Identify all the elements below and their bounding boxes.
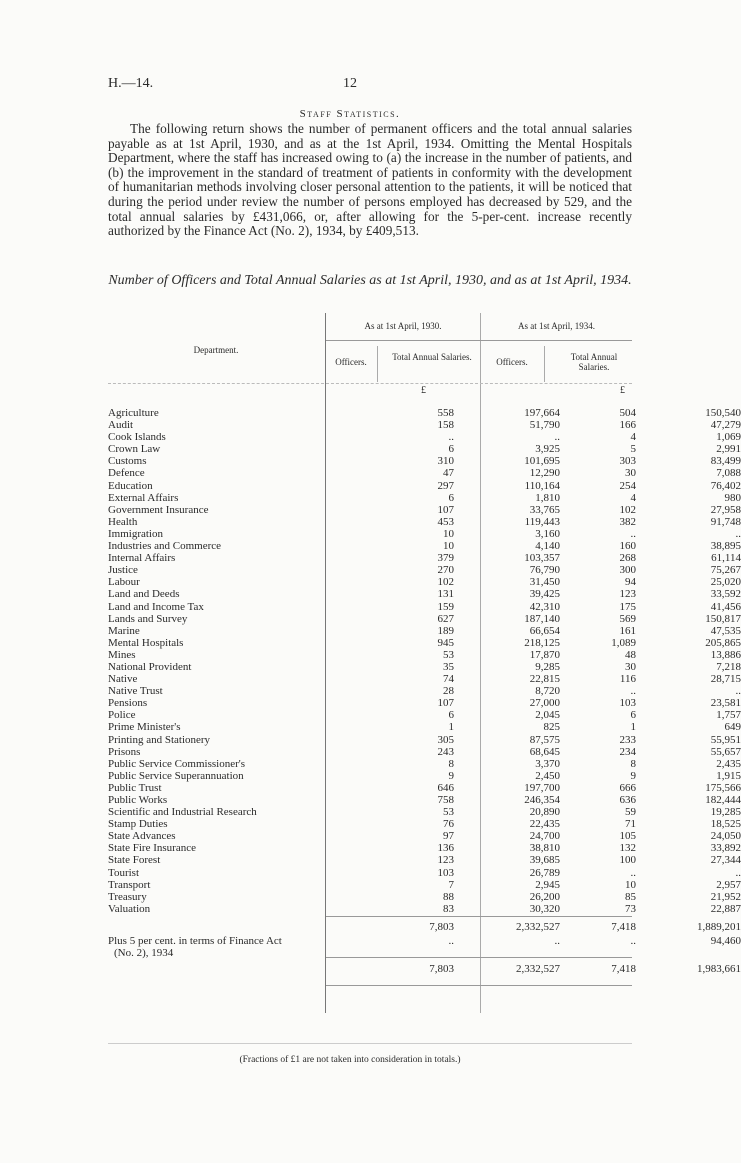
table-row [108, 503, 741, 516]
salaries-1930: 218,125 [524, 636, 560, 649]
group-header-1934: As at 1st April, 1934. [517, 321, 595, 331]
officers-1934: 4 [630, 431, 636, 444]
table-row [108, 527, 741, 540]
table-row [108, 564, 741, 577]
table-row [108, 419, 741, 432]
salaries-header-1934: Total Annual Salaries. [570, 352, 618, 372]
salaries-1934: 23,581 [710, 697, 741, 710]
officers-1934: 382 [619, 515, 636, 528]
officers-1930: 123 [437, 854, 454, 867]
table-row [108, 878, 741, 891]
table-row [108, 902, 741, 915]
total-salaries-1930: 2,332,527 [516, 963, 560, 975]
officers-1930: 10 [443, 527, 454, 540]
department-name: Public Trust [108, 781, 162, 794]
salaries-1934: 47,279 [710, 419, 741, 432]
currency-symbol-1930: £ [421, 385, 426, 396]
officers-1934: 102 [619, 503, 636, 516]
table-row [108, 757, 741, 770]
officers-1934: 6 [630, 709, 636, 722]
table-row [108, 866, 741, 879]
salaries-1934: 150,540 [705, 407, 741, 419]
department-name: External Affairs [108, 491, 179, 504]
salaries-1934: 150,817 [705, 612, 741, 625]
salaries-1930: 38,810 [529, 842, 560, 855]
salaries-1930: 110,164 [524, 479, 560, 492]
table-row [108, 890, 741, 903]
table-row [108, 709, 741, 722]
department-name: Cook Islands [108, 431, 166, 444]
table-row [108, 806, 741, 819]
page-number: 12 [343, 76, 357, 91]
officers-1930: 107 [437, 697, 454, 710]
department-name: Stamp Duties [108, 818, 168, 831]
table-row [108, 648, 741, 661]
salaries-1930: 30,320 [529, 902, 560, 915]
department-name: Land and Income Tax [108, 600, 204, 613]
salaries-1934: 33,592 [710, 588, 741, 601]
column-header-rule [326, 383, 632, 384]
officers-1934: 5 [630, 443, 636, 456]
officers-1934: 300 [619, 564, 636, 577]
table-row [108, 491, 741, 504]
salaries-1930: 8,720 [535, 685, 560, 698]
officers-1934: 166 [619, 419, 636, 432]
department-name: Tourist [108, 866, 140, 879]
officers-1934: 1 [630, 721, 636, 734]
officers-1934: 303 [619, 455, 636, 468]
salaries-1930: 3,370 [535, 757, 560, 770]
officers-1930: 102 [437, 576, 454, 589]
officers-1934: 636 [619, 794, 636, 806]
department-name: Agriculture [108, 407, 159, 419]
table-row [108, 636, 741, 649]
salaries-1930: 24,700 [529, 830, 560, 843]
salaries-1930: 9,285 [535, 660, 560, 673]
officers-1934: 8 [630, 757, 636, 770]
salaries-1930: 4,140 [535, 540, 560, 553]
officers-1934: .. [630, 685, 636, 698]
footer-rule [108, 1043, 632, 1044]
officers-1930: 47 [443, 467, 454, 480]
department-name: Public Service Superannuation [108, 769, 244, 782]
salaries-1934: 41,456 [710, 600, 741, 613]
table-row [108, 479, 741, 492]
department-name: State Forest [108, 854, 161, 867]
department-name: Industries and Commerce [108, 540, 222, 553]
officers-1930: 7 [448, 878, 454, 891]
officers-1930: 6 [448, 491, 454, 504]
table-row [108, 407, 741, 419]
subcolumn-divider-1930 [377, 346, 378, 382]
salaries-1934: .. [735, 685, 741, 698]
officers-1934: 48 [625, 648, 636, 661]
table-row [108, 540, 741, 553]
officers-1930: 35 [443, 660, 454, 673]
subcolumn-divider-1934 [544, 346, 545, 382]
salaries-1934: 55,951 [710, 733, 741, 746]
department-name: Mines [108, 648, 136, 661]
table-row [108, 660, 741, 673]
salaries-1930: 87,575 [529, 733, 560, 746]
table-row [108, 576, 741, 589]
officers-1930: 88 [443, 890, 454, 903]
salaries-1930: 187,140 [524, 612, 560, 625]
table-row [108, 431, 741, 444]
officers-1934: 268 [619, 552, 636, 565]
officers-1930: 74 [443, 673, 454, 686]
salaries-1930: 20,890 [529, 806, 560, 819]
salaries-1930: 27,000 [529, 697, 560, 710]
officers-1934: 233 [619, 733, 636, 746]
salaries-1934: 22,887 [710, 902, 741, 915]
salaries-1930: 103,357 [524, 552, 560, 565]
officers-1930: 6 [448, 443, 454, 456]
salaries-1934: 980 [724, 491, 741, 504]
officers-1930: 10 [443, 540, 454, 553]
salaries-1930: 31,450 [529, 576, 560, 589]
salaries-1934: 21,952 [710, 890, 741, 903]
salaries-1930: 33,765 [529, 503, 560, 516]
department-name: Defence [108, 467, 145, 480]
officers-1934: 175 [619, 600, 636, 613]
salaries-1934: 649 [724, 721, 741, 734]
salaries-1934: 175,566 [705, 781, 741, 794]
department-name: Native [108, 673, 138, 686]
officers-1930: .. [448, 431, 454, 444]
department-name: Public Service Commissioner's [108, 757, 246, 770]
intro-paragraph: The following return shows the number of permanent officers and the total annual salaries payable as at 1st April, 1930, and as at the 1st April, 1934. Omitting the Mental Hospitals Department, where the staff has increased owing to (a) the increase in the number of patients, and (b) the improvement in the standard of treatment of patients in conformity with the development of humanitarian methods involving closer personal attention to the patients, it will be noticed that during the period under review the number of persons employed has decreased by 529, and the total annual salaries by £431,066, or, after allowing for the 5-per-cent. increase recently authorized by the Finance Act (No. 2), 1934, by £409,513. [108, 121, 632, 239]
salaries-1934: 91,748 [710, 515, 741, 528]
salaries-1930: 26,789 [529, 866, 560, 879]
grand-total-rule-bottom [326, 985, 632, 986]
salaries-1930: 197,664 [524, 407, 560, 419]
officers-1934: 100 [619, 854, 636, 867]
department-name: Prisons [108, 745, 141, 758]
salaries-1930: 246,354 [524, 794, 560, 806]
officers-1930: 310 [437, 455, 454, 468]
salaries-1934: 1,757 [716, 709, 741, 722]
salaries-1930: 2,945 [535, 878, 560, 891]
officers-1930: 6 [448, 709, 454, 722]
subtotal-salaries-1934: 1,889,201 [697, 921, 741, 933]
currency-symbol-1934: £ [620, 385, 625, 396]
salaries-1930: 51,790 [529, 419, 560, 432]
salaries-1934: 27,958 [710, 503, 741, 516]
officers-1930: 107 [437, 503, 454, 516]
table-row [108, 685, 741, 698]
document-code: H.—14. [108, 76, 154, 91]
officers-1930: 159 [437, 600, 454, 613]
table-row [108, 830, 741, 843]
subtotal-salaries-1930: 2,332,527 [516, 921, 560, 933]
plus-officers-1934: .. [630, 935, 636, 947]
plus-salaries-1934: 94,460 [710, 935, 741, 947]
salaries-1934: 25,020 [710, 576, 741, 589]
table-row [108, 588, 741, 601]
officers-1930: 270 [437, 564, 454, 577]
department-name: Pensions [108, 697, 148, 710]
officers-1934: 73 [625, 902, 636, 915]
officers-1934: 85 [625, 890, 636, 903]
officers-1934: 4 [630, 491, 636, 504]
officers-1934: 161 [619, 624, 636, 637]
officers-1930: 9 [448, 769, 454, 782]
salaries-1930: 101,695 [524, 455, 560, 468]
plus-salaries-1930: .. [554, 935, 560, 947]
department-name: Native Trust [108, 685, 163, 698]
department-name: Prime Minister's [108, 721, 181, 734]
officers-1934: .. [630, 866, 636, 879]
salaries-1930: 39,685 [529, 854, 560, 867]
officers-1934: 132 [619, 842, 636, 855]
department-name: Land and Deeds [108, 588, 180, 601]
officers-1934: 94 [625, 576, 636, 589]
officers-1930: 28 [443, 685, 454, 698]
officers-1930: 758 [437, 794, 454, 806]
subtotal-officers-1930: 7,803 [429, 921, 454, 933]
subtotal-rule [326, 916, 632, 917]
salaries-1934: 2,957 [716, 878, 741, 891]
officers-1934: 254 [619, 479, 636, 492]
salaries-1934: 205,865 [705, 636, 741, 649]
table-row [108, 721, 741, 734]
department-name: Transport [108, 878, 151, 891]
officers-1934: 71 [625, 818, 636, 831]
department-name: State Fire Insurance [108, 842, 196, 855]
department-name: Customs [108, 455, 147, 468]
table-caption: Number of Officers and Total Annual Salaries as at 1st April, 1930, and as at 1st April, 1934. [108, 273, 632, 288]
officers-1934: 160 [619, 540, 636, 553]
officers-1934: .. [630, 527, 636, 540]
officers-1934: 666 [619, 781, 636, 794]
department-name: Scientific and Industrial Research [108, 806, 257, 819]
officers-1934: 123 [619, 588, 636, 601]
salaries-1934: 18,525 [710, 818, 741, 831]
header-separator [108, 383, 324, 384]
table-row [108, 794, 741, 806]
department-name: Government Insurance [108, 503, 209, 516]
plus-row-label-cont: (No. 2), 1934 [114, 947, 174, 959]
department-name: Valuation [108, 902, 151, 915]
officers-1934: 105 [619, 830, 636, 843]
salaries-1934: 38,895 [710, 540, 741, 553]
department-name: Mental Hospitals [108, 636, 184, 649]
salaries-1934: 24,050 [710, 830, 741, 843]
salaries-1930: 17,870 [529, 648, 560, 661]
group-header-rule [326, 340, 632, 341]
salaries-1934: .. [735, 866, 741, 879]
officers-1930: 103 [437, 866, 454, 879]
officers-1934: 103 [619, 697, 636, 710]
department-name: Lands and Survey [108, 612, 188, 625]
department-name: State Advances [108, 830, 176, 843]
officers-1930: 646 [437, 781, 454, 794]
officers-1930: 97 [443, 830, 454, 843]
grand-total-rule-top [326, 957, 632, 958]
officers-header-1930: Officers. [335, 357, 367, 367]
subtotal-officers-1934: 7,418 [611, 921, 636, 933]
officers-1930: 627 [437, 612, 454, 625]
salaries-1930: 66,654 [529, 624, 560, 637]
salaries-1930: 3,925 [535, 443, 560, 456]
officers-1930: 76 [443, 818, 454, 831]
department-name: National Provident [108, 660, 192, 673]
plus-row-label: Plus 5 per cent. in terms of Finance Act [108, 935, 282, 947]
salaries-1934: 182,444 [705, 794, 741, 806]
salaries-1934: 1,915 [716, 769, 741, 782]
salaries-1934: .. [735, 527, 741, 540]
department-table-body [108, 407, 741, 915]
officers-1930: 189 [437, 624, 454, 637]
table-row [108, 745, 741, 758]
total-salaries-1934: 1,983,661 [697, 963, 741, 975]
table-row [108, 443, 741, 456]
salaries-1930: 22,815 [529, 673, 560, 686]
officers-1930: 83 [443, 902, 454, 915]
table-row [108, 697, 741, 710]
officers-1934: 504 [619, 407, 636, 419]
department-header: Department. [193, 345, 239, 355]
department-name: Labour [108, 576, 140, 589]
table-row [108, 612, 741, 625]
officers-header-1934: Officers. [496, 357, 528, 367]
officers-1930: 243 [437, 745, 454, 758]
salaries-1930: 39,425 [529, 588, 560, 601]
salaries-1934: 83,499 [710, 455, 741, 468]
officers-1930: 379 [437, 552, 454, 565]
salaries-1934: 1,069 [716, 431, 741, 444]
salaries-1930: 3,160 [535, 527, 560, 540]
officers-1930: 53 [443, 648, 454, 661]
officers-1930: 297 [437, 479, 454, 492]
salaries-1934: 7,218 [716, 660, 741, 673]
department-name: Treasury [108, 890, 147, 903]
officers-1930: 131 [437, 588, 454, 601]
salaries-1934: 2,435 [716, 757, 741, 770]
officers-1934: 569 [619, 612, 636, 625]
officers-1930: 136 [437, 842, 454, 855]
salaries-1934: 61,114 [711, 552, 741, 565]
department-name: Crown Law [108, 443, 161, 456]
salaries-1930: 76,790 [529, 564, 560, 577]
total-officers-1930: 7,803 [429, 963, 454, 975]
table-row [108, 455, 741, 468]
officers-1934: 30 [625, 660, 636, 673]
table-row [108, 600, 741, 613]
salaries-1930: 2,045 [535, 709, 560, 722]
salaries-1930: 22,435 [529, 818, 560, 831]
salaries-1934: 47,535 [710, 624, 741, 637]
salaries-1934: 27,344 [710, 854, 741, 867]
table-row [108, 624, 741, 637]
table-row [108, 515, 741, 528]
table-row [108, 842, 741, 855]
salaries-1930: 42,310 [529, 600, 560, 613]
department-name: Health [108, 515, 138, 528]
department-name: Justice [108, 564, 138, 577]
table-row [108, 854, 741, 867]
footnote: (Fractions of £1 are not taken into consideration in totals.) [239, 1055, 461, 1065]
salaries-1934: 19,285 [710, 806, 741, 819]
salaries-1930: .. [554, 431, 560, 444]
officers-1934: 234 [619, 745, 636, 758]
section-title: Staff Statistics. [299, 108, 401, 120]
officers-1930: 945 [437, 636, 454, 649]
table-row [108, 673, 741, 686]
salaries-1930: 26,200 [529, 890, 560, 903]
salaries-1930: 825 [543, 721, 560, 734]
salaries-1930: 2,450 [535, 769, 560, 782]
department-name: Public Works [108, 794, 168, 806]
officers-1930: 158 [437, 419, 454, 432]
table-row [108, 552, 741, 565]
department-name: Education [108, 479, 153, 492]
salaries-1930: 12,290 [529, 467, 560, 480]
salaries-1934: 2,991 [716, 443, 741, 456]
table-row [108, 733, 741, 746]
table-row [108, 818, 741, 831]
department-name: Printing and Stationery [108, 733, 211, 746]
table-row [108, 781, 741, 794]
officers-1934: 10 [625, 878, 636, 891]
officers-1934: 9 [630, 769, 636, 782]
table-row [108, 467, 741, 480]
salaries-1930: 119,443 [524, 515, 560, 528]
officers-1930: 53 [443, 806, 454, 819]
salaries-header-1930: Total Annual Salaries. [392, 352, 472, 362]
salaries-1934: 33,892 [710, 842, 741, 855]
total-officers-1934: 7,418 [611, 963, 636, 975]
officers-1930: 1 [448, 721, 454, 734]
salaries-1934: 55,657 [710, 745, 741, 758]
officers-1930: 8 [448, 757, 454, 770]
salaries-1934: 28,715 [710, 673, 741, 686]
salaries-1930: 68,645 [529, 745, 560, 758]
department-name: Immigration [108, 527, 163, 540]
salaries-1930: 197,700 [524, 781, 560, 794]
department-name: Audit [108, 419, 134, 432]
officers-1934: 30 [625, 467, 636, 480]
salaries-1930: 1,810 [535, 491, 560, 504]
department-name: Internal Affairs [108, 552, 176, 565]
officers-1930: 558 [437, 407, 454, 419]
plus-officers-1930: .. [448, 935, 454, 947]
officers-1930: 305 [437, 733, 454, 746]
officers-1934: 116 [619, 673, 636, 686]
officers-1930: 453 [437, 515, 454, 528]
department-name: Marine [108, 624, 140, 637]
group-header-1930: As at 1st April, 1930. [364, 321, 442, 331]
officers-1934: 1,089 [611, 636, 636, 649]
salaries-1934: 7,088 [716, 467, 741, 480]
salaries-1934: 75,267 [710, 564, 741, 577]
department-name: Police [108, 709, 136, 722]
salaries-1934: 76,402 [710, 479, 741, 492]
table-row [108, 769, 741, 782]
officers-1934: 59 [625, 806, 636, 819]
salaries-1934: 13,886 [710, 648, 741, 661]
